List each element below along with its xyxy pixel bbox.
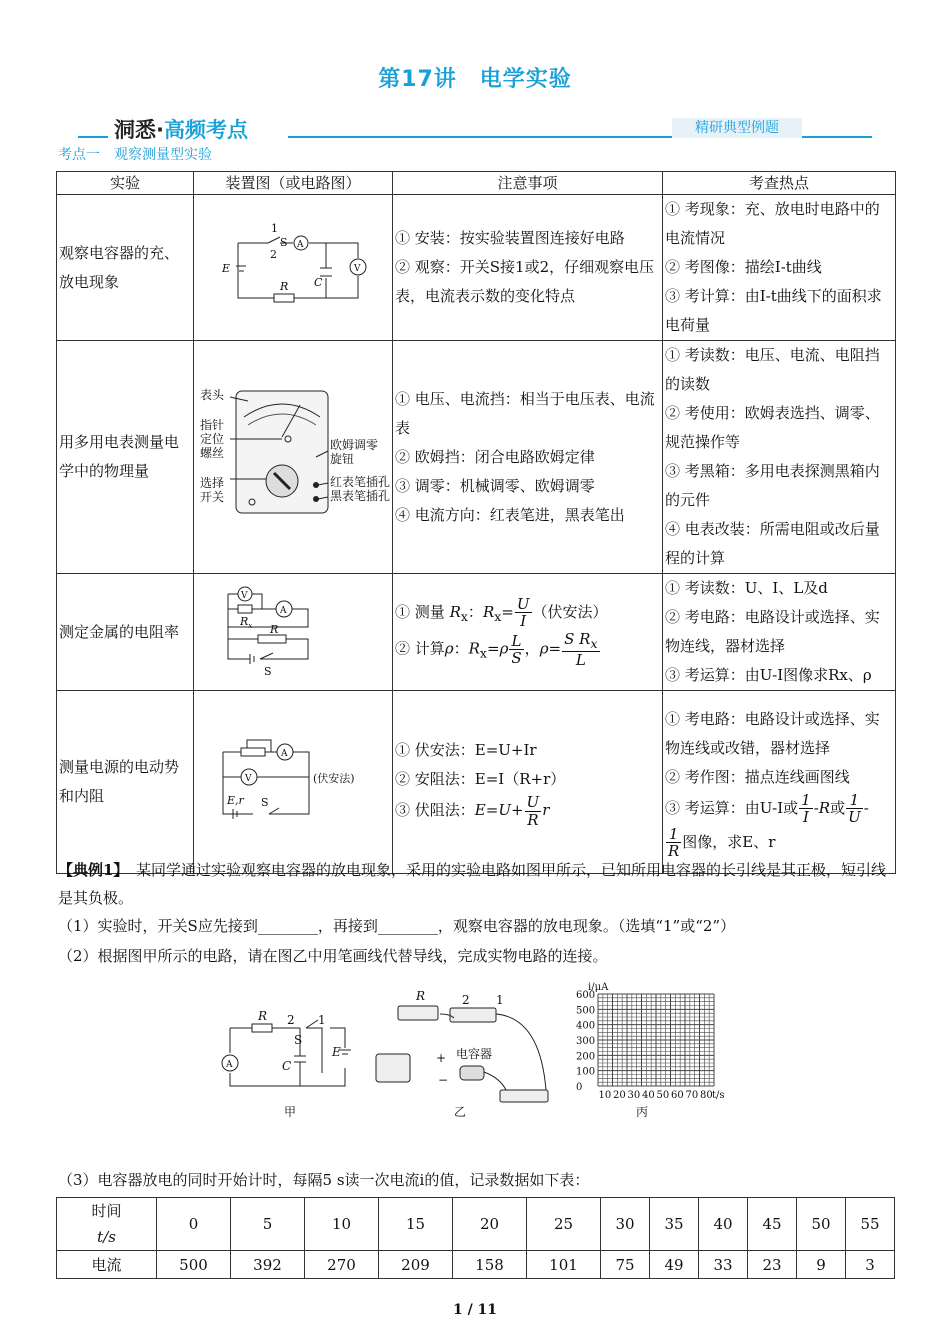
hot-item: ① 考现象：充、放电时电路中的电流情况	[665, 200, 880, 247]
question-3: （3）电容器放电的同时开始计时，每隔5 s读一次电流i的值，记录数据如下表：	[58, 1171, 590, 1189]
experiment-table	[56, 171, 896, 874]
example-figures	[210, 978, 770, 1128]
header-cell: 实验	[57, 172, 194, 195]
experiment-name: 用多用电表测量电学中的物理量	[57, 341, 194, 574]
svg-text:R: R	[270, 623, 279, 636]
note-item: ① 安装：按实验装置图连接好电路	[395, 229, 625, 247]
svg-text:2: 2	[287, 1013, 295, 1027]
note-item: ③ 伏阻法：E=U+ $\frac{U}{R}$ r	[395, 793, 550, 829]
svg-text:定位: 定位	[200, 432, 225, 446]
y-tick: 0	[576, 1082, 583, 1093]
x-tick: 30	[627, 1090, 641, 1101]
x-tick: 50	[656, 1090, 670, 1101]
current-cell: 158	[453, 1251, 527, 1279]
y-tick: 400	[576, 1020, 596, 1032]
resistivity-circuit-figure	[194, 574, 393, 691]
hot-item: ① 考读数：U、I、L及d	[665, 579, 828, 597]
y-tick: 200	[576, 1051, 596, 1063]
svg-text:V: V	[245, 774, 252, 784]
data-table	[56, 1197, 895, 1279]
method-label: (伏安法)	[313, 772, 355, 785]
svg-text:旋钮: 旋钮	[330, 452, 355, 466]
hot-cell	[663, 691, 896, 874]
example-head: 【典例1】	[58, 861, 121, 879]
current-cell: 49	[650, 1251, 699, 1279]
notes-cell	[393, 341, 663, 574]
svg-text:选择: 选择	[200, 476, 225, 490]
time-cell: 35	[650, 1198, 699, 1251]
time-cell: 50	[797, 1198, 846, 1251]
time-cell: 30	[601, 1198, 650, 1251]
figures-svg	[210, 978, 770, 1128]
svg-text:R: R	[280, 279, 289, 293]
note-item: ① 伏安法：E=U+Ir	[395, 741, 537, 759]
note-item: ④ 电流方向：红表笔进，黑表笔出	[395, 505, 625, 524]
table-row	[57, 1198, 895, 1251]
time-cell: 55	[846, 1198, 895, 1251]
hot-cell	[663, 574, 896, 691]
svg-text:S: S	[294, 1033, 303, 1047]
emf-circuit-figure	[194, 691, 393, 874]
hot-cell	[663, 195, 896, 341]
experiment-name: 测定金属的电阻率	[57, 574, 194, 691]
table-row	[57, 574, 896, 691]
capacitor-label: 电容器	[456, 1047, 493, 1061]
svg-text:V: V	[241, 591, 248, 601]
time-cell: 5	[231, 1198, 305, 1251]
page-title: 第17讲 电学实验	[378, 67, 572, 92]
current-cell: 23	[748, 1251, 797, 1279]
svg-text:V: V	[354, 263, 361, 274]
svg-text:2: 2	[270, 247, 277, 261]
hot-item: ④ 电表改装：所需电阻或改后量程的计算	[665, 520, 880, 567]
svg-text:1: 1	[496, 993, 504, 1007]
hot-item: ② 考电路：电路设计或选择、实物连线，器材选择	[665, 608, 880, 655]
section-heading: 考点一 观察测量型实验	[58, 147, 212, 163]
current-cell: 9	[797, 1251, 846, 1279]
current-cell: 500	[157, 1251, 231, 1279]
current-cell: 75	[601, 1251, 650, 1279]
hot-item: ① 考读数：电压、电流、电阻挡的读数	[665, 346, 880, 393]
svg-text:指针: 指针	[200, 418, 225, 432]
svg-text:A: A	[297, 239, 304, 250]
y-tick: 100	[576, 1066, 596, 1078]
x-tick: 20	[613, 1090, 626, 1101]
time-cell: 0	[157, 1198, 231, 1251]
banner-divider	[78, 136, 108, 138]
svg-text:C: C	[282, 1059, 292, 1073]
header-cell: 装置图（或电路图）	[194, 172, 393, 195]
fig-label-yi: 乙	[454, 1105, 467, 1119]
hot-item: ③ 考计算：由I-t曲线下的面积求电荷量	[665, 287, 882, 334]
hot-item: ③ 考运算：由U-I或 $\frac{1}{I}$ -R或 $\frac{1}{U}$ -	[665, 790, 869, 826]
header-cell: 考查热点	[663, 172, 896, 195]
banner-title: 洞悉·高频考点	[114, 118, 248, 142]
hot-item: ② 考图像：描绘I-t曲线	[665, 258, 822, 276]
header-cell: 注意事项	[393, 172, 663, 195]
hot-item: ③ 考运算：由U-I图像求Rx、ρ	[665, 666, 872, 684]
example-text: 某同学通过实验观察电容器的放电现象，采用的实验电路如图甲所示，已知所用电容器的长引线是其正极，短引线是其负极。	[58, 861, 886, 907]
svg-text:A: A	[226, 1060, 233, 1070]
hot-item: ② 考使用：欧姆表选挡、调零、规范操作等	[665, 404, 880, 451]
multimeter-diagram	[196, 387, 393, 517]
svg-text:S: S	[261, 796, 269, 809]
svg-text:−: −	[438, 1073, 449, 1087]
example-intro	[58, 856, 898, 912]
svg-text:S: S	[264, 665, 272, 675]
note-item: ① 电压、电流挡：相当于电压表、电流表	[395, 389, 655, 437]
experiment-name: 测量电源的电动势和内阻	[57, 691, 194, 874]
note-item: ① 测量 $R_x$：$R_x=$ $\frac{U}{I}$ （伏安法）	[395, 594, 608, 631]
x-tick: 60	[671, 1090, 684, 1101]
time-cell: 25	[527, 1198, 601, 1251]
question-1: （1）实验时，开关S应先接到________，再接到________，观察电容器的放电现象。（选填“1”或“2”）	[58, 917, 736, 935]
svg-text:E,r: E,r	[227, 794, 244, 807]
svg-text:1: 1	[271, 221, 278, 235]
current-cell: 270	[305, 1251, 379, 1279]
capacitor-circuit-figure	[194, 195, 393, 341]
notes-cell	[393, 691, 663, 874]
capacitor-circuit-diagram	[218, 218, 368, 308]
time-cell: 45	[748, 1198, 797, 1251]
svg-text:欧姆调零: 欧姆调零	[330, 438, 379, 452]
current-cell: 101	[527, 1251, 601, 1279]
notes-cell	[393, 574, 663, 691]
svg-text:S: S	[280, 235, 288, 249]
y-axis-label: i/μA	[588, 982, 609, 993]
notes-cell	[393, 195, 663, 341]
note-item: ② 计算ρ：$R_x=\rho$ $\frac{L}{S}$ ，ρ= $\frac{S R_x}{L}$	[395, 629, 598, 669]
svg-text:R: R	[416, 989, 426, 1003]
table-row	[57, 195, 896, 341]
current-cell: 3	[846, 1251, 895, 1279]
resistivity-circuit-diagram	[218, 579, 368, 675]
x-tick: 70	[685, 1090, 699, 1101]
row-label: 电流	[57, 1251, 157, 1279]
svg-text:Rx: $R_x$	[240, 615, 253, 630]
x-axis-label: t/s	[712, 1090, 725, 1101]
time-cell: 20	[453, 1198, 527, 1251]
section-banner	[78, 114, 872, 140]
emf-circuit-diagram	[213, 732, 373, 822]
x-tick: 80	[700, 1090, 713, 1101]
hot-cell	[663, 341, 896, 574]
svg-text:A: A	[281, 749, 288, 759]
time-cell: 40	[699, 1198, 748, 1251]
svg-text:1: 1	[318, 1013, 326, 1027]
table-header-row	[57, 172, 896, 195]
y-tick: 300	[576, 1036, 596, 1047]
current-cell: 33	[699, 1251, 748, 1279]
svg-text:红表笔插孔: 红表笔插孔	[330, 475, 391, 489]
y-tick: 500	[576, 1005, 596, 1017]
svg-text:E: E	[332, 1045, 341, 1059]
table-row	[57, 1251, 895, 1279]
note-item: ③ 调零：机械调零、欧姆调零	[395, 476, 595, 495]
svg-text:A: A	[280, 606, 287, 616]
multimeter-figure	[194, 341, 393, 574]
page-number: 1 / 11	[452, 1302, 498, 1318]
current-cell: 209	[379, 1251, 453, 1279]
svg-text:黑表笔插孔: 黑表笔插孔	[330, 489, 391, 503]
banner-tag: 精研典型例题	[672, 118, 802, 138]
time-cell: 15	[379, 1198, 453, 1251]
experiment-name: 观察电容器的充、放电现象	[57, 195, 194, 341]
row-label: 时间 t/s	[57, 1198, 157, 1251]
question-2: （2）根据图甲所示的电路，请在图乙中用笔画线代替导线，完成实物电路的连接。	[58, 947, 608, 965]
fig-label-bing: 丙	[636, 1105, 649, 1119]
x-tick: 40	[642, 1090, 655, 1101]
note-item: ② 欧姆挡：闭合电路欧姆定律	[395, 447, 595, 466]
table-row	[57, 341, 896, 574]
x-tick: 10	[598, 1090, 612, 1101]
table-row	[57, 691, 896, 874]
svg-text:2: 2	[462, 993, 470, 1007]
hot-item: ① 考电路：电路设计或选择、实物连线或改错，器材选择	[665, 709, 880, 757]
hot-item: ③ 考黑箱：多用电表探测黑箱内的元件	[665, 462, 880, 509]
note-item: ② 安阻法：E=I（R+r）	[395, 770, 566, 788]
svg-text:螺丝: 螺丝	[200, 446, 225, 460]
y-tick: 600	[576, 990, 596, 1001]
svg-text:R: R	[258, 1009, 268, 1023]
hot-item: ② 考作图：描点连线画图线	[665, 767, 850, 786]
current-cell: 392	[231, 1251, 305, 1279]
time-cell: 10	[305, 1198, 379, 1251]
svg-text:开关: 开关	[200, 490, 225, 504]
meter-label: 表头	[200, 388, 225, 402]
note-item: ② 观察：开关S接1或2，仔细观察电压表，电流表示数的变化特点	[395, 258, 655, 305]
fig-label-jia: 甲	[284, 1105, 297, 1119]
hot-item: $\frac{1}{R}$ 图像，求E、r	[668, 824, 776, 860]
svg-text:E: E	[222, 261, 231, 275]
svg-text:C: C	[314, 275, 323, 289]
svg-text:+: +	[436, 1051, 447, 1065]
